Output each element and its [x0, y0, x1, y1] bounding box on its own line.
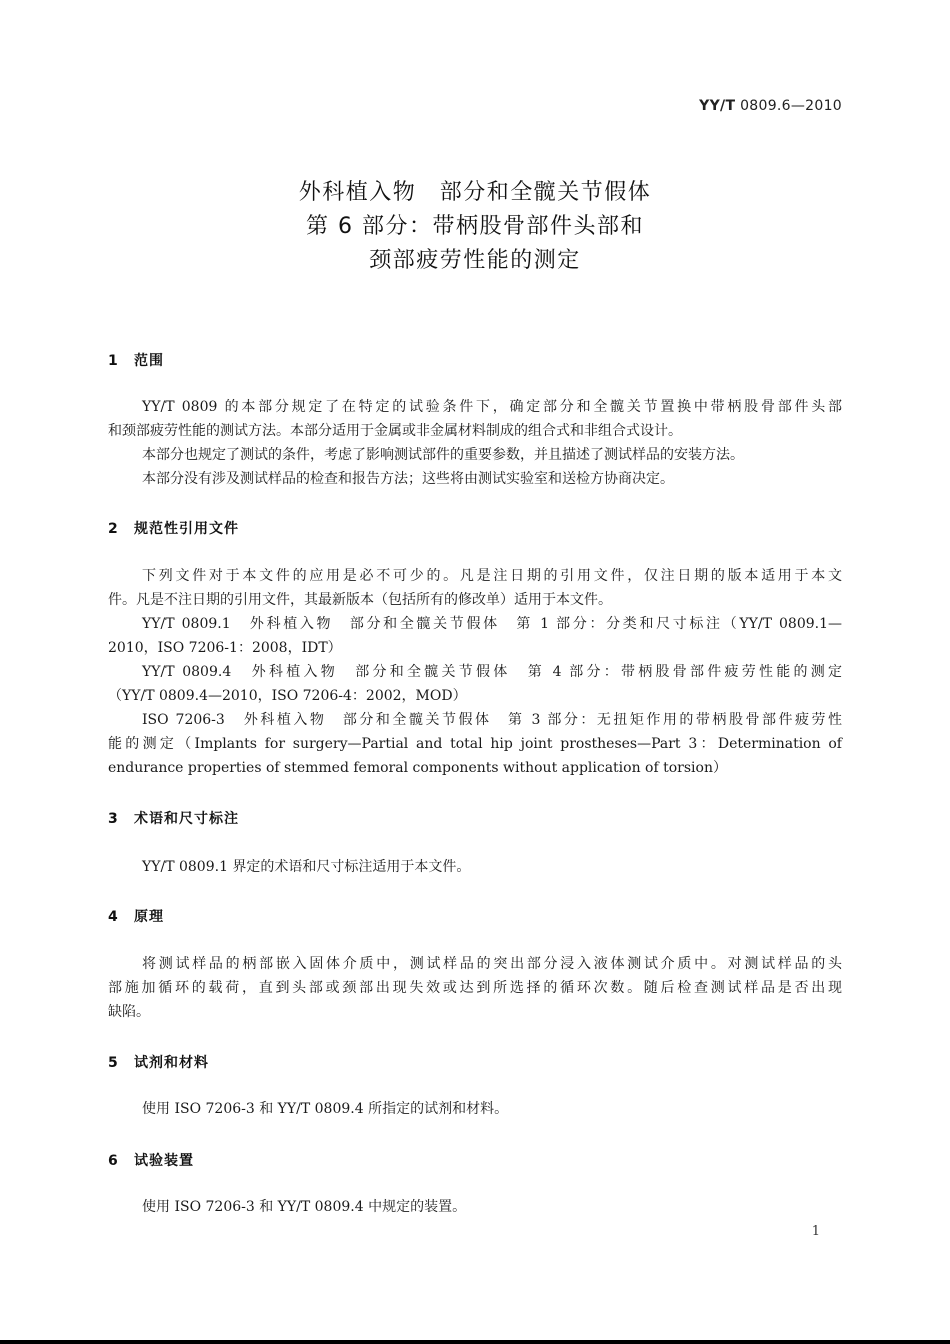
- doc-code-number: 0809.6—2010: [740, 98, 842, 114]
- section-number: 3: [108, 811, 119, 827]
- title-line-2: 第 6 部分：带柄股骨部件头部和: [306, 214, 644, 239]
- document-code: [699, 98, 842, 114]
- section-title: 术语和尺寸标注: [134, 811, 239, 827]
- normative-reference-3: [108, 708, 842, 780]
- text-line: 将测试样品的柄部嵌入固体介质中，测试样品的突出部分浸入液体测试介质中。对测试样品的头: [142, 956, 842, 972]
- section-2-heading: [108, 518, 239, 538]
- section-1-heading: [108, 350, 164, 370]
- normative-reference-1: [108, 612, 842, 660]
- text-line: 使用 ISO 7206-3 和 YY/T 0809.4 所指定的试剂和材料。: [142, 1101, 509, 1117]
- section-title: 范围: [134, 353, 164, 369]
- section-4-heading: [108, 906, 164, 926]
- title-line-1: 外科植入物 部分和全髋关节假体: [298, 180, 652, 205]
- section-3-paragraph-1: [108, 855, 842, 879]
- text-line: 本部分也规定了测试的条件，考虑了影响测试部件的重要参数，并且描述了测试样品的安装方法。: [142, 447, 744, 463]
- section-1-paragraph-2: [108, 443, 842, 467]
- normative-reference-2: [108, 660, 842, 708]
- doc-code-prefix: YY/T: [699, 98, 736, 114]
- section-3-heading: [108, 808, 239, 828]
- text-line: （YY/T 0809.4—2010，ISO 7206-4：2002，MOD）: [108, 688, 467, 704]
- section-1-paragraph-1: [108, 395, 842, 443]
- title-line-3: 颈部疲劳性能的测定: [369, 248, 581, 273]
- text-line: YY/T 0809.1 外科植入物 部分和全髋关节假体 第 1 部分：分类和尺寸标注（YY/T 0809.1—: [142, 616, 842, 632]
- text-line: YY/T 0809.4 外科植入物 部分和全髋关节假体 第 4 部分：带柄股骨部件疲劳性能的测定: [142, 664, 842, 680]
- section-title: 规范性引用文件: [134, 521, 239, 537]
- text-line: 使用 ISO 7206-3 和 YY/T 0809.4 中规定的装置。: [142, 1199, 467, 1215]
- section-title: 试验装置: [134, 1153, 194, 1169]
- text-line: endurance properties of stemmed femoral components without application of torsion）: [108, 760, 727, 776]
- text-line: YY/T 0809 的本部分规定了在特定的试验条件下，确定部分和全髋关节置换中带柄股骨部件头部: [142, 399, 842, 415]
- text-line: 本部分没有涉及测试样品的检查和报告方法；这些将由测试实验室和送检方协商决定。: [142, 471, 674, 487]
- section-1-paragraph-3: [108, 467, 842, 491]
- text-line: ISO 7206-3 外科植入物 部分和全髋关节假体 第 3 部分：无扭矩作用的带柄股骨部件疲劳性: [142, 712, 842, 728]
- text-line: 能的测定（Implants for surgery—Partial and total hip joint prostheses—Part 3：Determination of: [108, 736, 842, 752]
- document-title: [0, 176, 950, 278]
- text-line: 和颈部疲劳性能的测试方法。本部分适用于金属或非金属材料制成的组合式和非组合式设计。: [108, 423, 682, 439]
- section-5-paragraph-1: [108, 1097, 842, 1121]
- text-line: 2010，ISO 7206-1：2008，IDT）: [108, 640, 342, 656]
- section-6-paragraph-1: [108, 1195, 842, 1219]
- text-line: YY/T 0809.1 界定的术语和尺寸标注适用于本文件。: [142, 859, 471, 875]
- section-number: 2: [108, 521, 119, 537]
- section-6-heading: [108, 1150, 194, 1170]
- section-number: 4: [108, 909, 119, 925]
- text-line: 下列文件对于本文件的应用是必不可少的。凡是注日期的引用文件，仅注日期的版本适用于本文: [142, 568, 842, 584]
- text-line: 件。凡是不注日期的引用文件，其最新版本（包括所有的修改单）适用于本文件。: [108, 592, 612, 608]
- section-2-paragraph-1: [108, 564, 842, 612]
- text-line: 缺陷。: [108, 1004, 150, 1020]
- section-title: 原理: [134, 909, 164, 925]
- section-4-paragraph-1: [108, 952, 842, 1024]
- section-number: 5: [108, 1055, 119, 1071]
- section-title: 试剂和材料: [134, 1055, 209, 1071]
- section-5-heading: [108, 1052, 209, 1072]
- section-number: 6: [108, 1153, 119, 1169]
- text-line: 部施加循环的载荷，直到头部或颈部出现失效或达到所选择的循环次数。随后检查测试样品是否出现: [108, 980, 842, 996]
- page-number: 1: [811, 1224, 820, 1239]
- section-number: 1: [108, 353, 119, 369]
- page-bottom-edge: [0, 1340, 950, 1344]
